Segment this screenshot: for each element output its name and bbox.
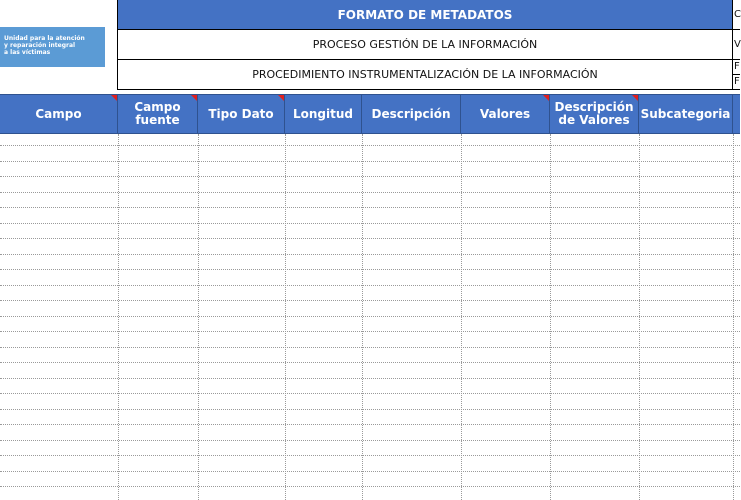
grid-row-line: [0, 285, 740, 286]
side-cell-date-1[interactable]: [733, 60, 740, 75]
column-header-campo-fuente[interactable]: [118, 95, 198, 133]
grid-row-line: [0, 176, 740, 177]
process-cell[interactable]: [117, 30, 733, 60]
grid-column-line: [733, 134, 734, 500]
column-header-label: Tipo Dato: [208, 106, 274, 121]
column-header-label: Subcategoria: [640, 106, 731, 121]
grid-row-line: [0, 409, 740, 410]
grid-row-line: [0, 471, 740, 472]
column-header-tipo-dato[interactable]: [198, 95, 285, 133]
column-header-label: Longitud: [292, 106, 353, 121]
grid-row-line: [0, 362, 740, 363]
grid-row-line: [0, 424, 740, 425]
grid-column-line: [550, 134, 551, 500]
side-cell-version-text: V: [734, 39, 741, 50]
column-header-campo[interactable]: [0, 95, 118, 133]
column-header-label: Campo fuente: [134, 100, 181, 127]
grid-column-line: [461, 134, 462, 500]
procedure-cell[interactable]: [117, 60, 733, 90]
data-grid[interactable]: [0, 134, 740, 500]
grid-row-line: [0, 254, 740, 255]
column-header-descripcion[interactable]: [362, 95, 461, 133]
side-cell-code-text: C: [734, 9, 741, 20]
logo-line-2: y reparación integral: [4, 42, 76, 49]
grid-row-line: [0, 238, 740, 239]
grid-row-line: [0, 192, 740, 193]
grid-row-line: [0, 145, 740, 146]
comment-marker-icon[interactable]: [191, 95, 197, 101]
grid-row-line: [0, 300, 740, 301]
comment-marker-icon[interactable]: [278, 95, 284, 101]
grid-row-line: [0, 207, 740, 208]
procedure-label: PROCEDIMIENTO INSTRUMENTALIZACIÓN DE LA INFORMACIÓN: [252, 68, 598, 81]
column-header-next-clipped[interactable]: [733, 95, 740, 133]
grid-row-line: [0, 347, 740, 348]
column-header-subcategoria[interactable]: [639, 95, 733, 133]
column-header-label: Campo: [35, 106, 82, 121]
column-header-label: Descripción: [371, 106, 451, 121]
logo-line-1: Unidad para la atención: [4, 35, 85, 42]
side-cell-date-2[interactable]: [733, 75, 740, 90]
grid-row-line: [0, 316, 740, 317]
grid-row-line: [0, 486, 740, 487]
comment-marker-icon[interactable]: [543, 95, 549, 101]
grid-column-line: [639, 134, 640, 500]
grid-row-line: [0, 161, 740, 162]
comment-marker-icon[interactable]: [111, 95, 117, 101]
column-header-longitud[interactable]: [285, 95, 362, 133]
column-header-label: Descripción de Valores: [554, 100, 634, 127]
format-title-cell[interactable]: [117, 0, 733, 30]
grid-row-line: [0, 223, 740, 224]
side-cell-version[interactable]: [733, 30, 740, 60]
side-cell-date-2-text: F: [734, 76, 740, 87]
grid-row-line: [0, 393, 740, 394]
process-label: PROCESO GESTIÓN DE LA INFORMACIÓN: [312, 38, 538, 51]
grid-column-line: [198, 134, 199, 500]
side-cell-code[interactable]: [733, 0, 740, 30]
column-header-descripcion-valores[interactable]: [550, 95, 639, 133]
logo-line-3: a las víctimas: [4, 49, 51, 56]
grid-column-line: [362, 134, 363, 500]
grid-row-line: [0, 455, 740, 456]
grid-row-line: [0, 378, 740, 379]
column-header-label: Valores: [479, 106, 531, 121]
unidad-victimas-logo: [0, 27, 105, 67]
side-cell-date-1-text: F: [734, 61, 740, 72]
grid-row-line: [0, 269, 740, 270]
format-title: FORMATO DE METADATOS: [337, 7, 513, 22]
column-header-row: [0, 94, 740, 134]
grid-row-line: [0, 440, 740, 441]
comment-marker-icon[interactable]: [632, 95, 638, 101]
grid-column-line: [118, 134, 119, 500]
grid-column-line: [285, 134, 286, 500]
column-header-valores[interactable]: [461, 95, 550, 133]
grid-row-line: [0, 331, 740, 332]
